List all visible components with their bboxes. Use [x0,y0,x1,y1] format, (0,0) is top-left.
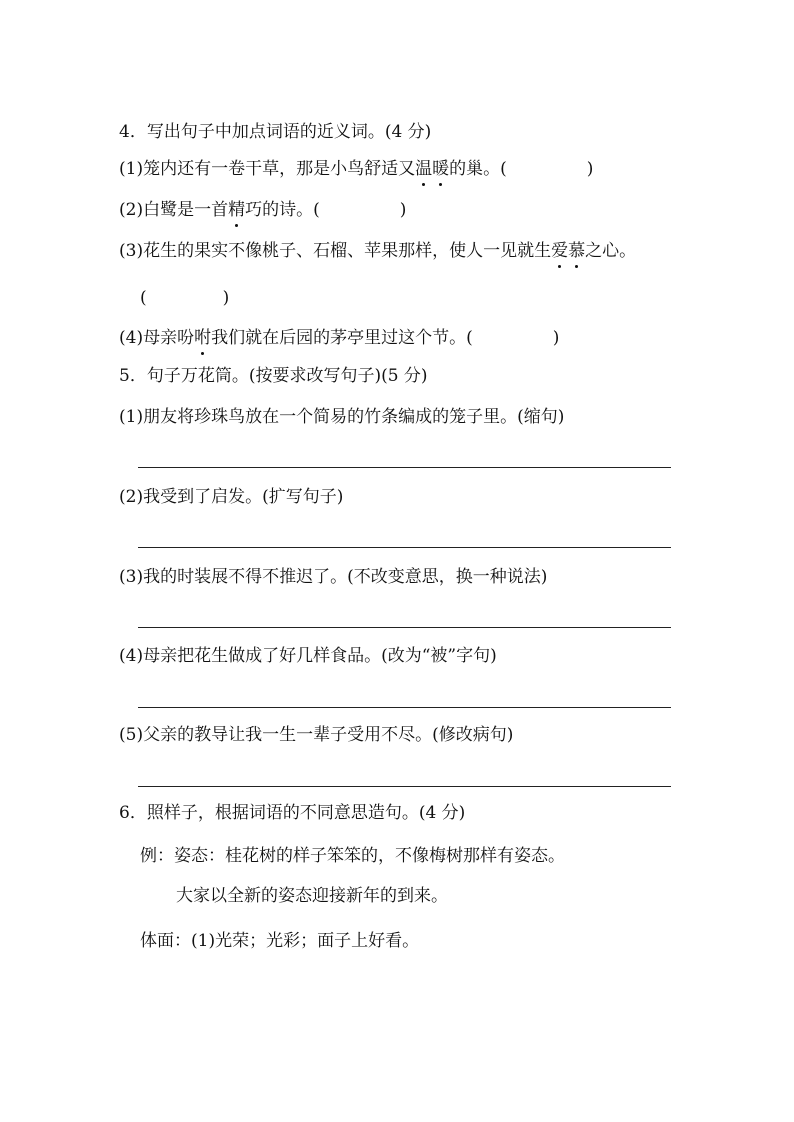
q4-item-3-open: ( [140,288,147,308]
dotted-char: 爱 [551,241,569,261]
dotted-char: 暖 [432,159,450,179]
q4-item-2-pre: (2)白鹭是一首 [119,200,229,220]
q6-example-1: 例：姿态：桂花树的样子笨笨的，不像梅树那样有姿态。 [140,846,565,866]
dotted-char: 温 [415,159,433,179]
q4-item-3-close: ) [222,288,230,308]
q5-item-4: (4)母亲把花生做成了好几样食品。(改为“被”字句) [119,646,497,666]
q6-example-2: 大家以全新的姿态迎接新年的到来。 [176,886,448,906]
q5-title: 5．句子万花筒。(按要求改写句子)(5 分) [119,366,428,386]
dotted-char: 精 [228,200,246,220]
q5-item-3: (3)我的时装展不得不推迟了。(不改变意思，换一种说法) [119,567,548,587]
q4-item-2-close: ) [399,200,407,220]
q4-item-2-post: 的诗。( [262,200,320,220]
q6-timian: 体面：(1)光荣；光彩；面子上好看。 [140,931,420,951]
q4-item-1-close: ) [586,159,594,179]
q5-item-2: (2)我受到了启发。(扩写句子) [119,487,344,507]
q4-item-3-pre: (3)花生的果实不像桃子、石榴、苹果那样，使人一见就生 [119,241,552,261]
q5-item-5: (5)父亲的教导让我一生一辈子受用不尽。(修改病句) [119,725,514,745]
q4-item-3-answer [140,287,229,309]
q4-item-1-pre: (1)笼内还有一卷干草，那是小鸟舒适又 [119,159,416,179]
q4-item-3-post: 之心。 [585,241,637,261]
q4-item-4 [119,327,559,349]
answer-line-4[interactable] [138,707,671,708]
q4-item-4-close: ) [552,328,560,348]
answer-line-5[interactable] [138,786,671,787]
dotted-char: 咐 [194,328,212,348]
q4-item-4-pre: (4)母亲 [119,328,178,348]
answer-line-3[interactable] [138,627,671,628]
answer-line-1[interactable] [138,467,671,468]
dotted-char: 慕 [568,241,586,261]
q4-item-3 [119,240,636,262]
q5-item-1: (1)朋友将珍珠鸟放在一个简易的竹条编成的笼子里。(缩句) [119,407,565,427]
plain-char: 吩 [177,328,195,348]
q4-title: 4．写出句子中加点词语的近义词。(4 分) [119,122,432,142]
q4-item-1 [119,158,593,180]
q4-item-1-post: 的巢。( [449,159,507,179]
q4-item-4-post: 我们就在后园的茅亭里过这个节。( [211,328,473,348]
answer-line-2[interactable] [138,547,671,548]
q4-item-2 [119,199,406,221]
plain-char: 巧 [245,200,263,220]
q6-title: 6．照样子，根据词语的不同意思造句。(4 分) [119,803,466,823]
